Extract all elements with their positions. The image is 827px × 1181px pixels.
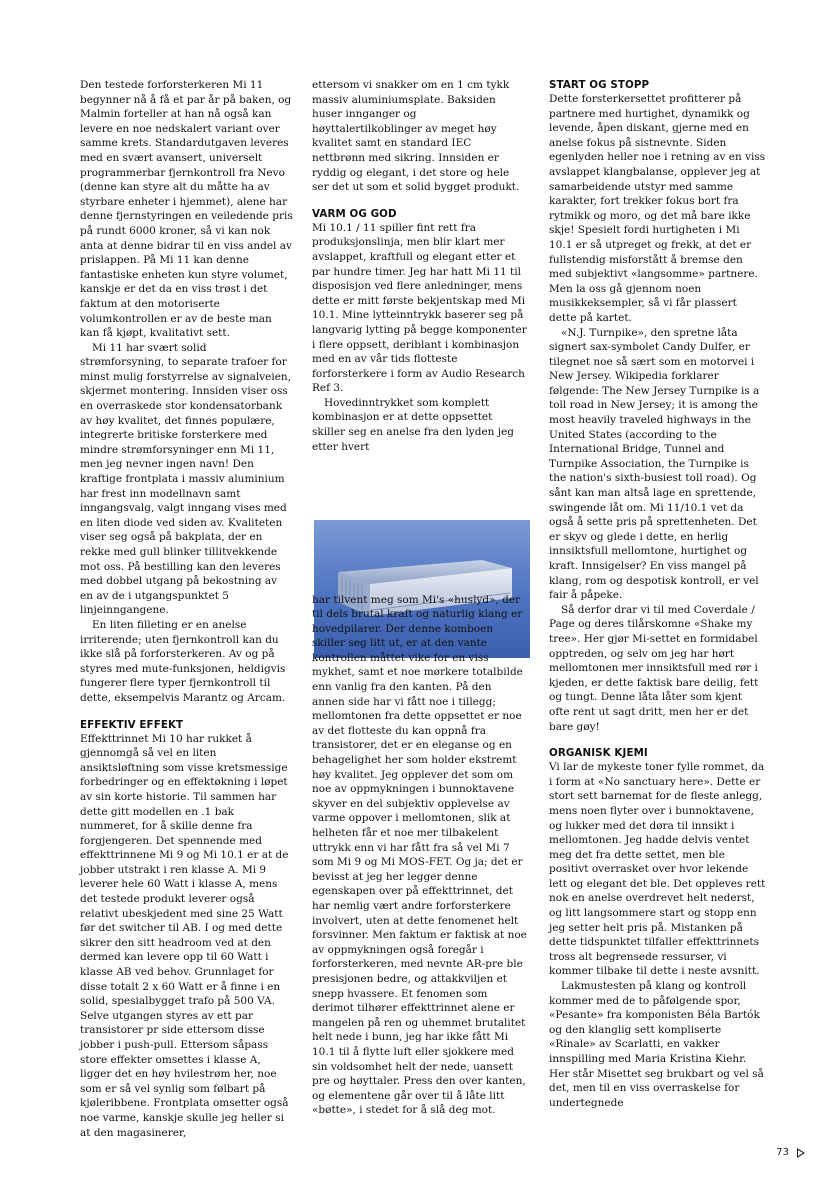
column-2-bottom [312, 582, 527, 1128]
triangle-right-icon [797, 1148, 805, 1158]
paragraph: Vi lar de mykeste toner fylle rommet, da i form at «No sanctuary here». Dette er stort sett barnemat for de fleste anlegg, mens noen flyter over i bunnoktavene, og lukker med det døra til innsikt i mellomtonen. Jeg hadde delvis ventet meg det fra dette settet, men ble positivt overrasket over hvor lekende lett og elegant det ble. Det oppleves rett nok en anelse overdrevet helt nederst, og litt langsommere start og stopp enn jeg setter helt pris på. Mistanken på dette tidspunktet tilfaller effekttrinnets tross alt begrensede ressurser, vi kommer tilbake til dette i neste avsnitt. [549, 761, 766, 978]
paragraph: Lakmustesten på klang og kontroll kommer med de to påfølgende spor, «Pesante» fra komponisten Béla Bartók og den klanglig sett kompliserte «Rinale» av Scarlatti, en vakker innspilling med Maria Kristina Kiehr. Her står Misettet seg brukbart og vel så det, men til en viss overraskelse for undertegnede [549, 980, 764, 1109]
column-1 [80, 78, 293, 1140]
page-number: 73 [776, 1147, 789, 1158]
column-2-top [312, 78, 527, 454]
paragraph: En liten filleting er en anelse irriterende; uten fjernkontroll kan du ikke slå på forforsterkeren. Av og på styres med mute-funksjonen, heldigvis fungerer flere typer fjernkontroll til dette, eksempelvis Marantz og Arcam. [80, 618, 286, 704]
section-heading-organisk-kjemi: ORGANISK KJEMI [549, 747, 648, 760]
paragraph: ettersom vi snakker om en 1 cm tykk massiv aluminiumsplate. Baksiden huser innganger og høyttalertilkoblinger av meget høy kvalitet samt en standard IEC nettbrønn med sikring. Innsiden er ryddig og elegant, i det store og hele ser det ut som et solid bygget produkt. [312, 79, 520, 194]
paragraph: Hovedinntrykket som komplett kombinasjon er at dette oppsettet skiller seg en anelse fra den lyden jeg etter hvert [312, 396, 514, 453]
section-heading-start-og-stopp: START OG STOPP [549, 79, 650, 91]
paragraph: Den testede forforsterkeren Mi 11 begynner nå å få et par år på baken, og Malmin forteller at han nå også kan levere en noe nedskalert variant over samme krets. Standardutgaven leveres med en svært avansert, universelt programmerbar fjernkontroll fra Nevo (denne kan styre alt du måtte ha av styrbare enheter i hjemmet), alene har denne fjernstyringen en veiledende pris på rundt 6000 kroner, så vi kan nok anta at denne bidrar til en viss andel av prislappen. På Mi 11 kan denne fantastiske enheten kun styre volumet, kanskje er det da en viss trøst i det faktum at den motoriserte volumkontrollen er av de beste man kan få kjøpt, kvalitativt sett. [80, 79, 293, 340]
paragraph: «N.J. Turnpike», den spretne låta signert sax-symbolet Candy Dulfer, er tilegnet noe så sært som en motorvei i New Jersey. Wikipedia forklarer følgende: The New Jersey Turnpike is a toll road in New Jersey; it is among the most heavily traveled highways in the United States (according to the International Bridge, Tunnel and Turnpike Association, the Turnpike is the nation's sixth-busiest toll road). Og sånt kan man altså lage en sprettende, swingende låt om. Mi 11/10.1 vet da også å sette pris på sprettenheten. Det er skyv og glede i dette, en herlig innsiktsfull mellomtone, hurtighet og kraft. Innsigelser? En viss mangel på klang, rom og despotisk kontroll, er vel fair å påpeke. [549, 326, 760, 602]
paragraph: har tilvent meg som Mi's «huslyd», der til dels brutal kraft og naturlig klang er hovedpilarer. Der denne komboen skiller seg litt ut, er at den vante kontrollen måttet vike for en viss mykhet, samt et noe mørkere totalbilde enn vanlig fra den kanten. På den annen side har vi fått noe i tillegg; mellomtonen fra dette oppsettet er noe av det flotteste du kan oppnå fra transistorer, det er en eleganse og en behagelighet her som holder ekstremt høy kvalitet. Jeg opplever det som om noe av oppmykningen i bunnoktavene skyver en del subjektiv opplevelse av varme oppover i mellomtonen, slik at helheten får et noe mer tilbakelent uttrykk enn vi har fått fra så vel Mi 7 som Mi 9 og Mi MOS-FET. Og ja; det er bevisst at jeg her legger denne egenskapen over på effekttrinnet, det har nemlig vært andre forforsterkere involvert, uten at dette fenomenet helt forsvinner. Men faktum er faktisk at noe av oppmykningen også foregår i forforsterkeren, med nevnte AR-pre ble presisjonen bedre, og attakkviljen et snepp hvassere. Et fenomen som derimot tilhører effekttrinnet alene er mangelen på ren og uhemmet brutalitet helt nede i bunn, jeg har ikke fått Mi 10.1 til å flytte luft eller sjokkere med sin voldsomhet helt der nede, uansett pre og høyttaler. Press den over kanten, og elementene går over til å låte litt «bøtte», i stedet for å slå deg mot. [312, 593, 527, 1117]
page-footer [776, 1147, 805, 1158]
column-3 [549, 78, 766, 1110]
section-heading-varm-og-god: VARM OG GOD [312, 207, 397, 220]
paragraph: Mi 11 har svært solid strømforsyning, to separate trafoer for minst mulig forstyrrelse av signalveien, skjermet montering. Innsiden viser oss en overraskede stor kondensatorbank av høy kvalitet, det finnes populære, integrerte britiske forsterkere med mindre strømforsyninger enn Mi 11, men jeg nevner ingen navn! Den kraftige frontplata i massiv aluminium har frest inn modellnavn samt inngangsvalg, valgt inngang vises med en liten diode ved siden av. Kvaliteten viser seg også på bakplata, der en rekke med gull blinker tillitvekkende mot oss. På bestilling kan den leveres med dobbel utgang på bekostning av en av de i utgangspunktet 5 linjeinngangene. [80, 341, 292, 617]
section-heading-effektiv-effekt: EFFEKTIV EFFEKT [80, 718, 184, 731]
paragraph: Mi 10.1 / 11 spiller fint rett fra produksjonslinja, men blir klart mer avslappet, kraftfull og elegant etter et par hundre timer. Jeg har hatt Mi 11 til disposisjon ved flere anledninger, mens dette er mitt første bekjentskap med Mi 10.1. Mine lytteinntrykk baserer seg på langvarig lytting på begge komponenter i flere oppsett, deriblant i kombinasjon med en av vår tids flotteste forforsterkere i form av Audio Research Ref 3. [312, 221, 527, 395]
paragraph: Effekttrinnet Mi 10 har rukket å gjennomgå så vel en liten ansiktsløftning som visse kretsmessige forbedringer og en effektøkning i løpet av sin korte historie. Til sammen har dette gitt modellen en .1 bak nummeret, for å skille denne fra forgjengeren. Det spennende med effekttrinnene Mi 9 og Mi 10.1 er at de jobber utstrakt i ren klasse A. Mi 9 leverer hele 60 Watt i klasse A, mens det testede produkt leverer også relativt ubeskjedent med sine 25 Watt før det switcher til AB. I og med dette sikrer den sitt headroom ved at den dermed kan levere opp til 60 Watt i klasse AB ved behov. Grunnlaget for disse totalt 2 x 60 Watt er å finne i en solid, spesialbygget trafo på 500 VA. Selve utgangen styres av ett par transistorer pr side ettersom disse jobber i push-pull. Ettersom såpass store effekter omsettes i klasse A, ligger det en høy hvilestrøm her, noe som er så vel synlig som følbart på kjøleribbene. Frontplata omsetter også noe varme, kanskje skulle jeg heller si at den magasinerer, [80, 732, 289, 1139]
paragraph: Så derfor drar vi til med Coverdale / Page og deres tilårskomne «Shake my tree». Her gjør Mi-settet en formidabel opptreden, og selv om jeg har hørt mellomtonen mer innsiktsfull med rør i kjeden, er dette faktisk bare deilig, fett og tungt. Denne låta låter som kjent ofte rent ut sagt dritt, men her er det bare gøy! [549, 603, 759, 733]
paragraph: Dette forsterkersettet profitterer på partnere med hurtighet, dynamikk og levende, åpen diskant, gjerne med en anelse fokus på sistnevnte. Siden egenlyden heller noe i retning av en viss avslappet klangbalanse, opplever jeg at samarbeidende utstyr med samme karakter, fort trekker fokus bort fra rytmikk og moro, og det må bare ikke skje! Spesielt fordi hurtigheten i Mi 10.1 er så utpreget og frekk, at det er fullstendig misforstått å bremse den med subjektivt «langsomme» partnere. Men la oss gå gjennom noen musikkeksempler, så vi får plassert dette på kartet. [549, 93, 766, 324]
